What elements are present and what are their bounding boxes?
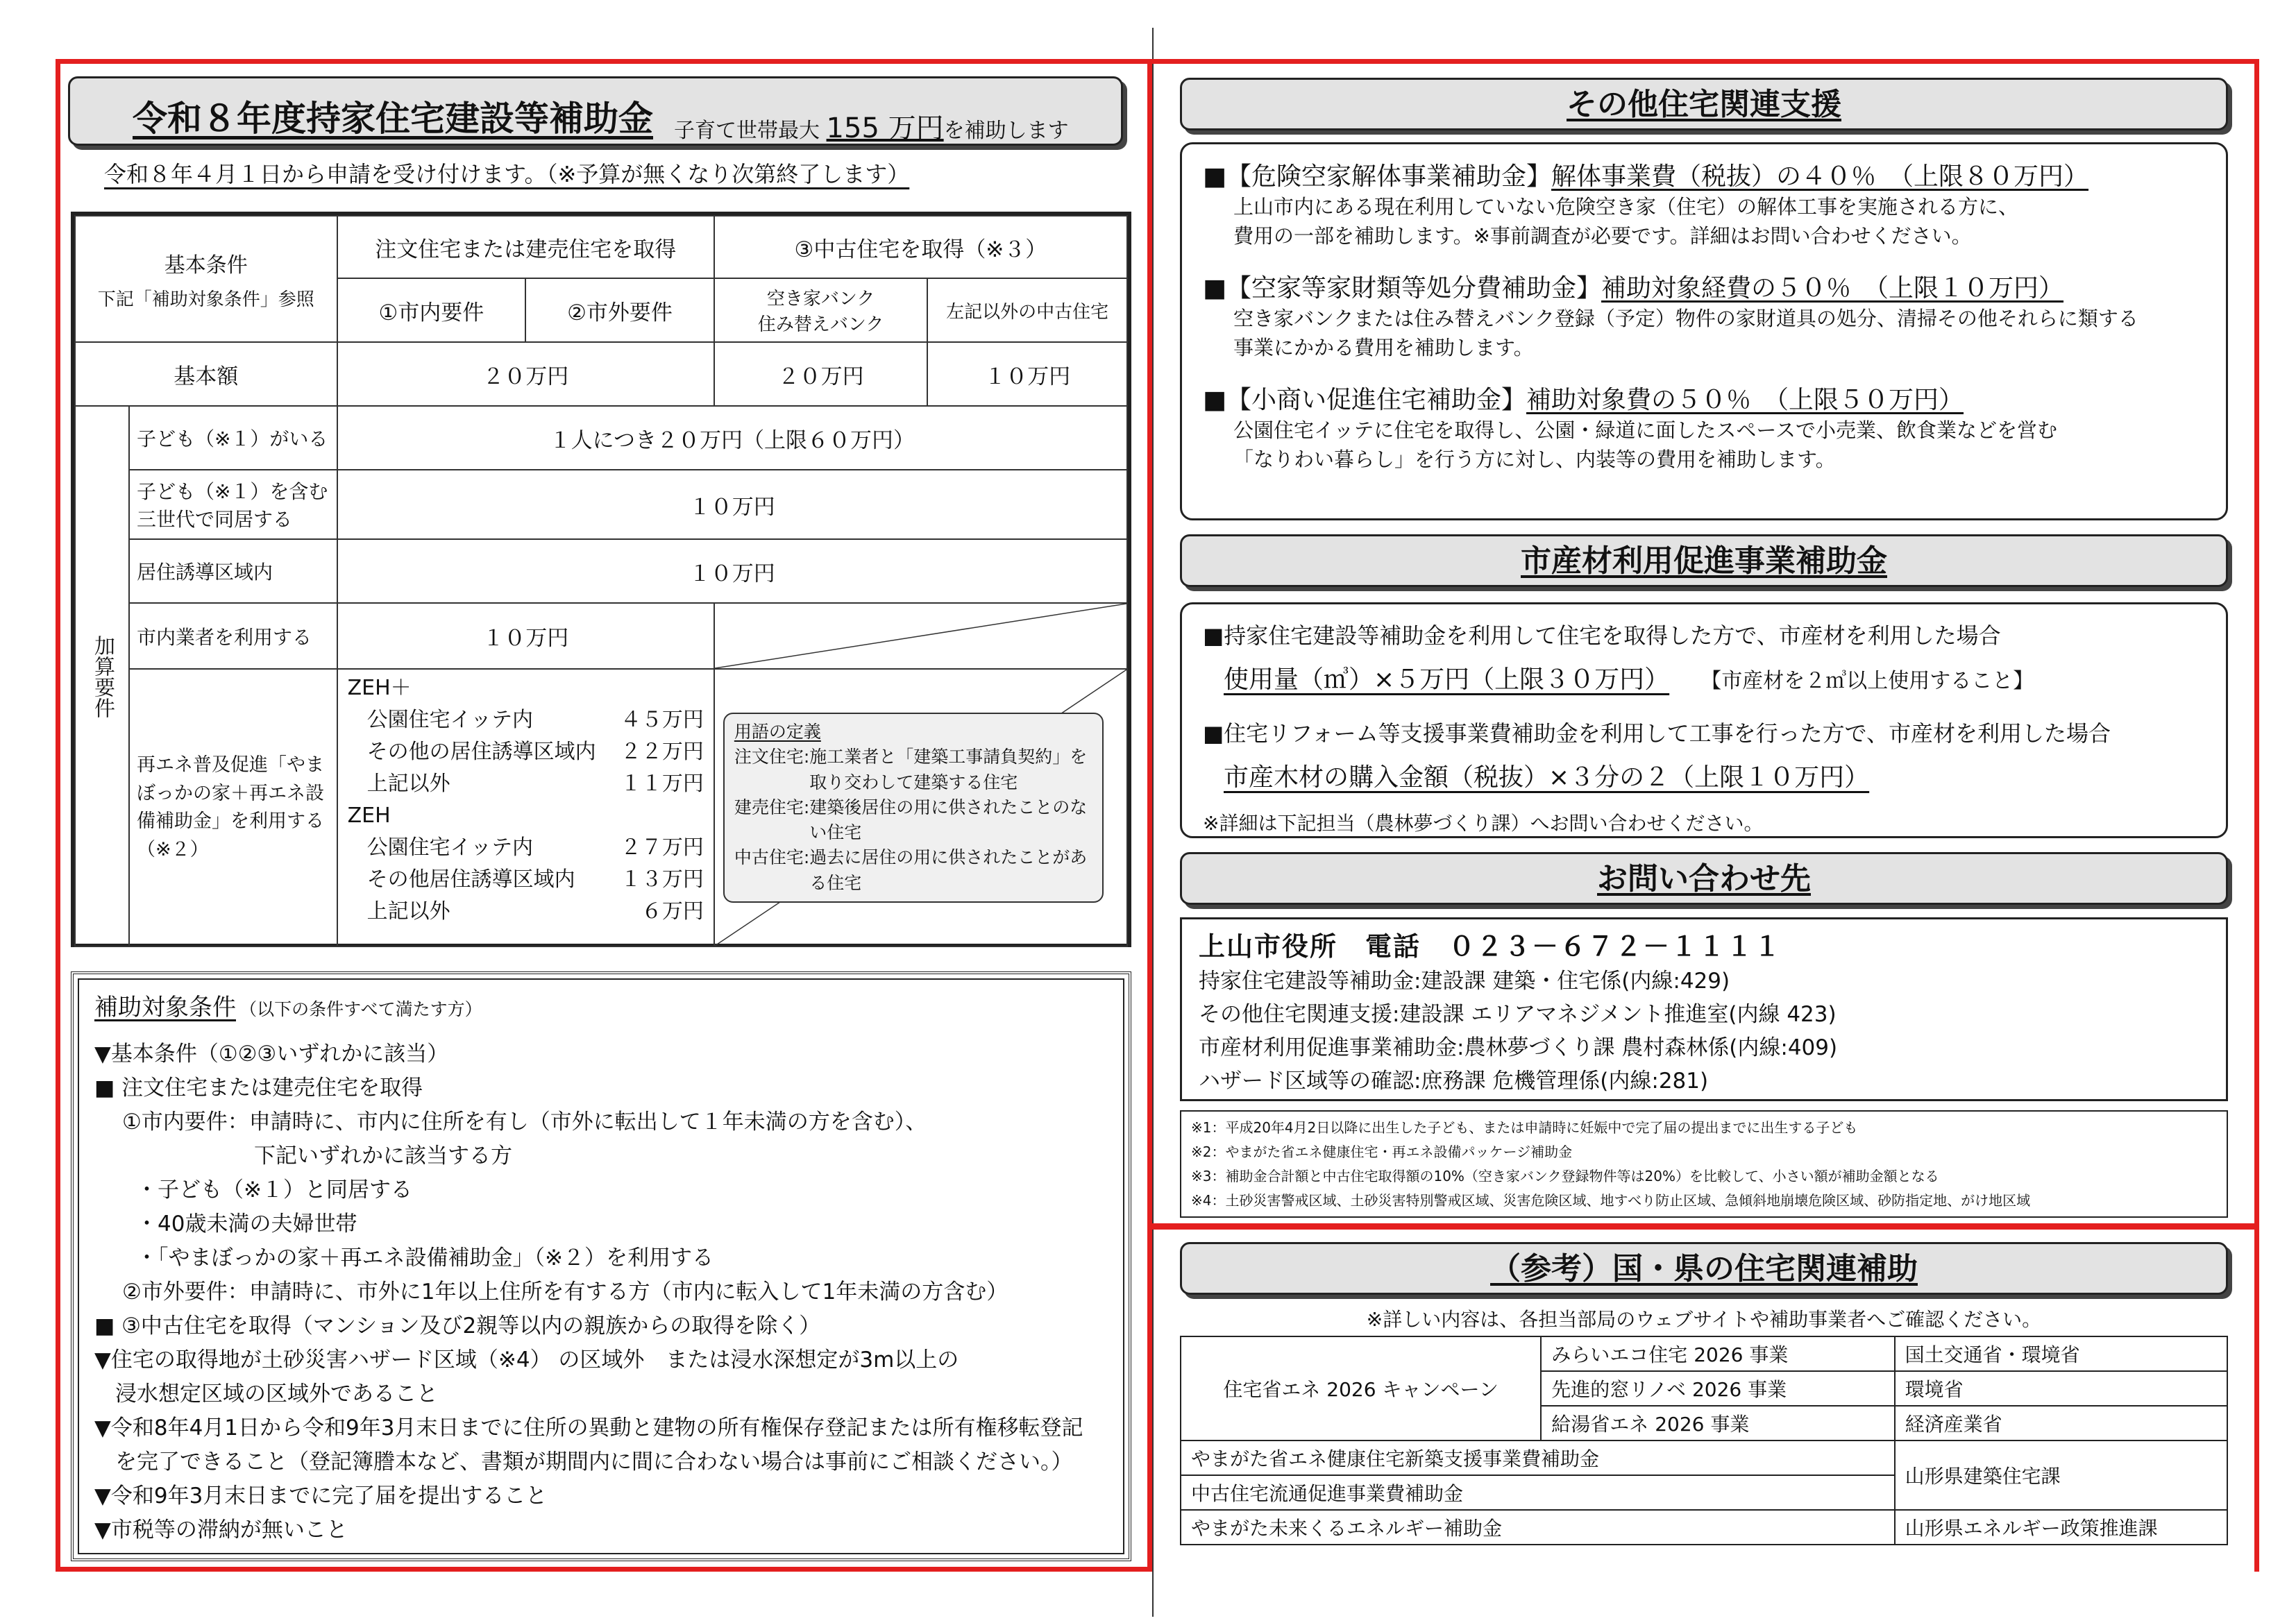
zeh-plus-list [348,704,704,800]
timber-item-1: ■持家住宅建設等補助金を利用して住宅を取得した方で、市産材を利用した場合 [1203,622,2001,649]
base-amount-new: ２０万円 [337,342,714,406]
contact-row: ハザード区域等の確認:庶務課 危機管理係(内線:281) [1199,1069,1709,1094]
reference-title: （参考）国・県の住宅関連補助 [1490,1251,1918,1286]
subtitle-amount: 155 万円 [826,112,944,144]
energy-row: やまがた未来くるエネルギー補助金 [1181,1510,1895,1545]
other-support-heading [1203,269,2205,304]
other-support-heading [1203,380,2205,416]
energy-org: 山形県エネルギー政策推進課 [1895,1510,2227,1545]
application-notice: 令和８年４月１日から申請を受け付けます。（※予算が無くなり次第終了します） [104,161,910,187]
zeh-row-label: その他居住誘導区域内 [366,867,575,892]
add-row-children-label: 子ども（※１）がいる [129,406,337,470]
conditions-title: 補助対象条件 [94,994,236,1021]
contact-row: その他住宅関連支援:建設課 エリアマネジメント推進室(内線 423) [1199,1002,1837,1027]
other-support-desc: 空き家バンクまたは住み替えバンク登録（予定）物件の家財道具の処分、清掃その他それらに類する [1233,307,2138,330]
zeh-row-label: その他の居住誘導区域内 [366,740,596,764]
base-amount-other: １０万円 [927,342,1127,406]
definition-row [734,745,1092,795]
definition-term: 中古住宅: [734,847,810,868]
definition-text: 施工業者と「建築工事請負契約」を取り交わして建築する住宅 [809,747,1088,792]
condition-line: ▼基本条件（①②③いずれかに該当） [94,1042,449,1067]
conditions-header [94,988,1108,1022]
other-support-list [1203,157,2205,474]
campaign-org-3: 経済産業省 [1895,1406,2227,1441]
other-support-title-box [1180,78,2228,130]
timber-title: 市産材利用促進事業補助金 [1521,543,1887,579]
add-row-renew-na [714,669,1127,946]
other-support-name: ■【危険空家解体事業補助金】 [1203,162,1552,191]
zeh-label: ZEH [347,804,391,828]
definition-row [734,845,1092,896]
campaign-row-1: みらいエコ住宅 2026 事業 [1541,1336,1894,1371]
definitions-list [734,745,1092,896]
definition-row [734,795,1092,846]
zeh-plus-label: ZEH＋ [347,676,412,700]
timber-item-1-amount-line [1224,660,2205,695]
pref-row-2: 中古住宅流通促進事業費補助金 [1181,1475,1895,1510]
sub-header-city: ①市内要件 [337,278,526,342]
conditions-title-note: （以下の条件すべて満たす方） [239,999,482,1019]
zeh-row-value: ２７万円 [620,835,704,860]
add-row-local-label: 市内業者を利用する [129,603,337,669]
campaign-cell: 住宅省エネ 2026 キャンペーン [1181,1336,1541,1441]
condition-line: ▼令和8年4月1日から令和9年3月末日までに住所の異動と建物の所有権保存登記または所有権移転登記 [94,1416,1083,1441]
footnote: ※1：平成20年4月2日以降に出生した子ども、または申請時に妊娠中で完了届の提出までに出生する子ども [1191,1119,1858,1136]
zeh-row [348,736,704,768]
condition-line: ▼市税等の滞納が無いこと [94,1518,348,1543]
other-support-name: ■【空家等家財類等処分費補助金】 [1203,274,1602,303]
zeh-row-label: 公園住宅イッテ内 [366,835,533,860]
zeh-row-value: １１万円 [620,772,704,796]
timber-note: ※詳細は下記担当（農林夢づくり課）へお問い合わせください。 [1203,812,1764,835]
campaign-org-1: 国土交通省・環境省 [1895,1336,2227,1371]
add-row-local-value: １０万円 [337,603,714,669]
add-row-renew-value [337,669,714,946]
zeh-row-value: ６万円 [641,899,704,924]
footnote: ※4：土砂災害警戒区域、土砂災害特別警戒区域、災害危険区域、地すべり防止区域、急傾斜地崩壊危険区域、砂防指定地、がけ地区域 [1191,1192,2031,1209]
other-support-section [1180,142,2228,520]
other-support-desc: 公園住宅イッテに住宅を取得し、公園・緑道に面したスペースで小売業、飲食業などを営む [1233,418,2057,442]
zeh-row-value: １３万円 [620,867,704,892]
other-support-heading [1203,157,2205,192]
contact-office: 上山市役所 電話 ０２３－６７２－１１１１ [1199,931,1782,962]
condition-line: ▼住宅の取得地が土砂災害ハザード区域（※4） の区域外 または浸水深想定が3m以上の [94,1348,959,1373]
contact-list [1199,965,2209,1098]
timber-item-1-amount: 使用量（㎥）×５万円（上限３０万円） [1224,665,1670,694]
subsidy-table [71,212,1131,947]
definitions-title: 用語の定義 [734,722,821,742]
footnotes-list [1191,1116,2217,1213]
footnote: ※2：やまがた省エネ健康住宅・再エネ設備パッケージ補助金 [1191,1144,1573,1160]
basic-condition-cell: 基本条件 下記「補助対象条件」参照 [75,216,337,342]
timber-title-box [1180,534,2228,587]
main-title-box [68,76,1123,146]
timber-item-2: ■住宅リフォーム等支援事業費補助金を利用して工事を行った方で、市産材を利用した場合 [1203,720,2111,747]
pref-org: 山形県建築住宅課 [1895,1441,2227,1510]
footnote: ※3：補助金合計額と中古住宅取得額の10%（空き家バンク登録物件等は20%）を比較して、小さい額が補助金額となる [1191,1168,1939,1184]
zeh-row-label: 公園住宅イッテ内 [366,708,533,732]
definition-text: 過去に居住の用に供されたことがある住宅 [809,847,1088,893]
condition-line: ■ ③中古住宅を取得（マンション及び2親等以内の親族からの取得を除く） [94,1314,821,1339]
footnotes-box [1180,1110,2228,1218]
base-amount-akiya: ２０万円 [714,342,928,406]
other-support-item [1203,157,2205,250]
other-support-amount: 解体事業費（税抜）の４０％ （上限８０万円） [1551,162,2089,191]
add-row-zone-label: 居住誘導区域内 [129,539,337,603]
other-support-title: その他住宅関連支援 [1567,87,1841,122]
sub-header-other: 左記以外の中古住宅 [927,278,1127,342]
add-row-zone-value: １０万円 [337,539,1127,603]
contact-title-box [1180,852,2228,905]
definition-term: 注文住宅: [734,747,810,767]
definition-term: 建売住宅: [734,797,810,817]
other-support-desc: 上山市内にある現在利用していない危険空き家（住宅）の解体工事を実施される方に、 [1233,195,2019,219]
conditions-box [71,971,1131,1561]
base-amount-label: 基本額 [75,342,337,406]
zeh-row-value: ２２万円 [620,740,704,764]
condition-line: ▼令和9年3月末日までに完了届を提出すること [94,1484,548,1509]
add-requirements-label: 加算要件 [75,406,129,946]
col-header-new: 注文住宅または建売住宅を取得 [337,216,714,278]
condition-line: 下記いずれかに該当する方 [254,1144,512,1169]
campaign-row-2: 先進的窓リノベ 2026 事業 [1541,1371,1894,1406]
reference-table [1180,1336,2228,1545]
zeh-row-label: 上記以外 [366,772,450,796]
col-header-used: ③中古住宅を取得（※３） [714,216,1127,278]
add-row-threegen-value: １０万円 [337,470,1127,539]
na-diagonal [715,604,1126,668]
other-support-amount: 補助対象費の５０％ （上限５０万円） [1526,386,1964,414]
conditions-list [94,1037,1108,1547]
condition-line: 浸水想定区域の区域外であること [115,1382,438,1407]
contact-row: 市産材利用促進事業補助金:農林夢づくり課 農村森林係(内線:409) [1199,1035,1838,1060]
zeh-row [348,768,704,800]
condition-line: ②市外要件：申請時に、市外に1年以上住所を有する方（市内に転入して1年未満の方含む） [122,1280,1008,1305]
zeh-row [348,864,704,896]
zeh-row-label: 上記以外 [366,899,450,924]
timber-item-1-note: 【市産材を２㎥以上使用すること】 [1700,669,2034,693]
condition-line: ①市内要件：申請時に、市内に住所を有し（市外に転出して１年未満の方を含む）、 [122,1110,927,1135]
contact-title: お問い合わせ先 [1597,861,1811,897]
sub-header-outside: ②市外要件 [525,278,714,342]
reference-title-box [1180,1242,2228,1295]
condition-line: ・40歳未満の夫婦世帯 [136,1212,357,1237]
zeh-row [348,896,704,928]
other-support-item [1203,380,2205,474]
other-support-desc: 事業にかかる費用を補助します。 [1233,336,1534,359]
campaign-row-3: 給湯省エネ 2026 事業 [1541,1406,1894,1441]
zeh-row [348,832,704,864]
other-support-desc: 費用の一部を補助します。※事前調査が必要です。詳細はお問い合わせください。 [1233,224,1972,248]
reference-note: ※詳しい内容は、各担当部局のウェブサイトや補助事業者へご確認ください。 [1366,1308,2042,1331]
sub-header-akiya: 空き家バンク 住み替えバンク [714,278,928,342]
condition-line: ・子ども（※１）と同居する [136,1178,412,1203]
contact-row: 持家住宅建設等補助金:建設課 建築・住宅係(内線:429) [1199,969,1730,994]
zeh-list [348,832,704,928]
other-support-name: ■【小商い促進住宅補助金】 [1203,386,1527,414]
add-row-threegen-label: 子ども（※１）を含む三世代で同居する [129,470,337,539]
condition-line: を完了できること（登記簿謄本など、書類が期間内に間に合わない場合は事前にご相談ください。） [115,1450,1073,1475]
add-row-renew-label: 再エネ普及促進「やまぼっかの家＋再エネ設備補助金」を利用する（※２） [129,669,337,946]
pref-row-1: やまがた省エネ健康住宅新築支援事業費補助金 [1181,1441,1895,1475]
condition-line: ■ 注文住宅または建売住宅を取得 [94,1076,423,1101]
add-row-local-na [714,603,1127,669]
campaign-org-2: 環境省 [1895,1371,2227,1406]
definitions-box [723,713,1104,903]
other-support-desc: 「なりわい暮らし」を行う方に対し、内装等の費用を補助します。 [1233,448,1836,471]
condition-line: ・「やまぼっかの家＋再エネ設備補助金」（※２）を利用する [136,1246,714,1271]
other-support-item [1203,269,2205,362]
main-title: 令和８年度持家住宅建設等補助金 [133,99,653,139]
definition-text: 建築後居住の用に供されたことのない住宅 [809,797,1088,842]
add-row-children-value: １人につき２０万円（上限６０万円） [337,406,1127,470]
zeh-row [348,704,704,736]
main-subtitle: 子育て世帯最大 155 万円を補助します [674,112,1069,144]
timber-section [1180,602,2228,838]
contact-section [1180,917,2228,1101]
timber-item-2-amount: 市産木材の購入金額（税抜）×３分の２（上限１０万円） [1224,763,1870,792]
other-support-amount: 補助対象経費の５０％ （上限１０万円） [1601,274,2064,303]
zeh-row-value: ４５万円 [620,708,704,732]
